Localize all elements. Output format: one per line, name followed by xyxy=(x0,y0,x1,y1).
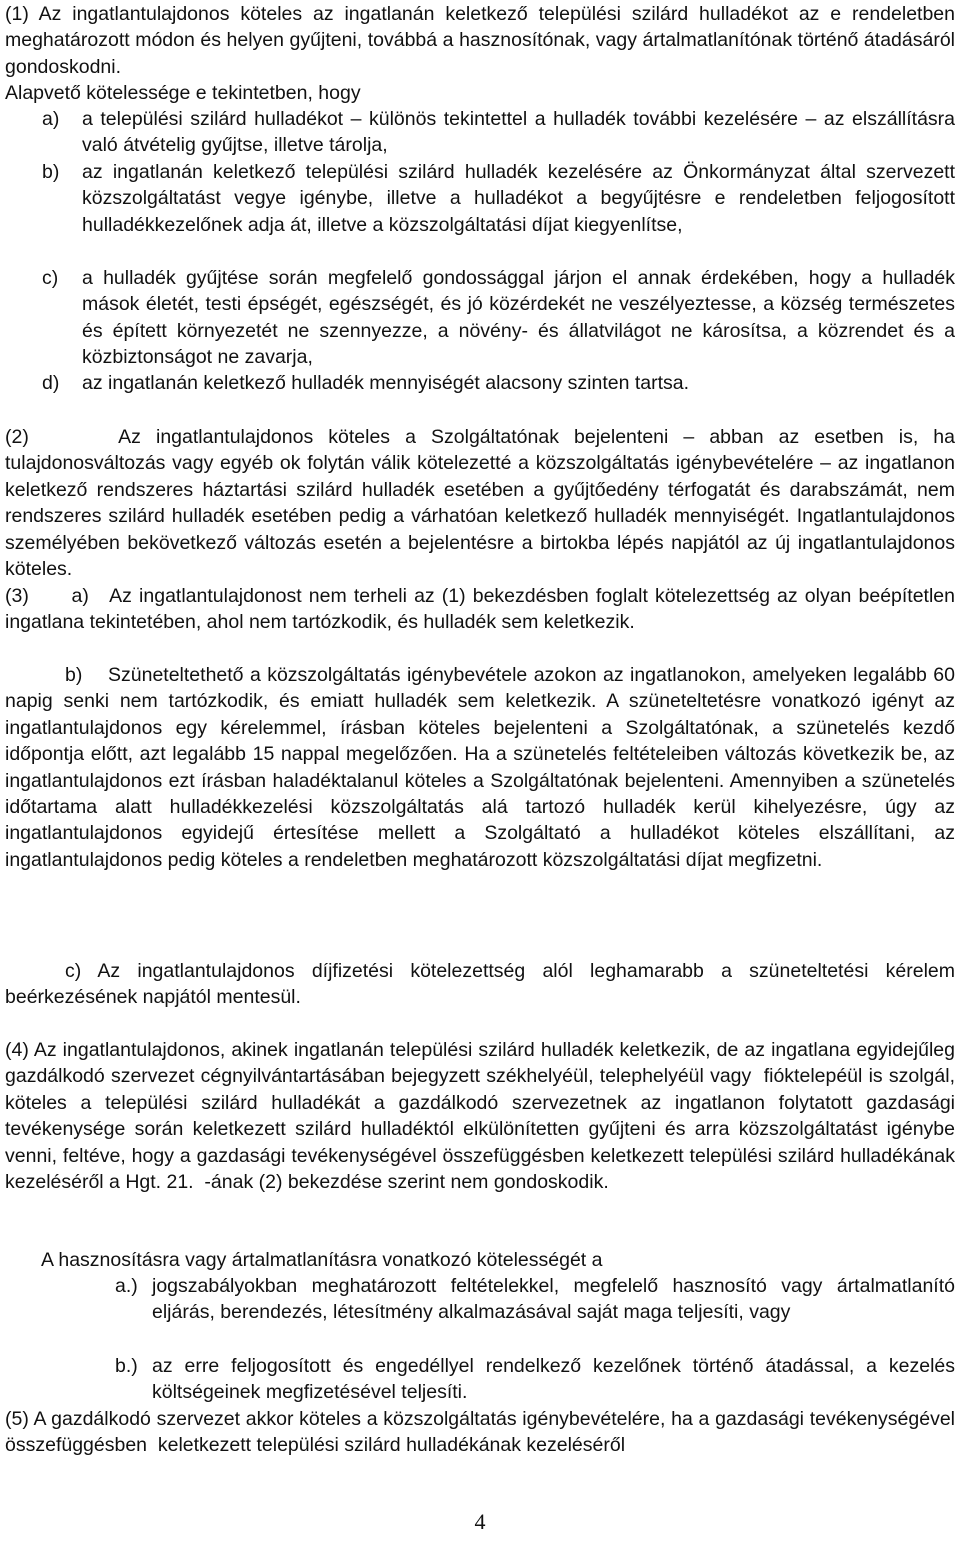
paragraph-3b: b) Szüneteltethető a közszolgáltatás igénybevétele azokon az ingatlanokon, amelyeken legalább 60 napig senki nem tartózkodik, és emiatt hulladék sem keletkezik. A szüneteltetésre vonatkozó igényt az ingatlantulajdonos egy kérelemmel, írásban köteles bejelenteni a Szolgáltatónak, a szünetelés kezdő időpontja előtt, azt legalább 15 nappal megelőzően. Ha a szünetelés feltételeiben változás következik be, az ingatlantulajdonos ezt írásban haladéktalanul köteles a Szolgáltatónak bejelenteni. Amennyiben a szünetelés időtartama alatt hulladékkezelési közszolgáltatás alá tartozó hulladék kerül kihelyezésre, úgy az ingatlantulajdonos egyidejű értesítése mellett a Szolgáltató a hulladékot köteles elszállítani, az ingatlantulajdonos pedig köteles a rendeletben meghatározott közszolgáltatási díjat megfizetni. xyxy=(5,664,960,871)
list-item-text: az ingatlanán keletkező hulladék mennyiségét alacsony szinten tartsa. xyxy=(82,372,690,394)
paragraph-5: (5) A gazdálkodó szervezet akkor köteles a közszolgáltatás igénybevételére, ha a gazdasági tevékenységével összefüggésben keletkezett települési szilárd hulladékának kezeléséről xyxy=(5,1408,960,1457)
list-marker: b) xyxy=(42,161,60,183)
list-item-text: az ingatlanán keletkező települési szilárd hulladék kezelésére az Önkormányzat által szervezett közszolgáltatást vegye igénybe, illetve a hulladékot a begyűjtésre e rendeletben feljogosított hulladékkezelőnek adja át, illetve a közszolgáltatási díjat kiegyenlítse, xyxy=(82,161,955,236)
paragraph-2: (2) Az ingatlantulajdonos köteles a Szolgáltatónak bejelenteni – abban az esetben is, ha tulajdonosváltozás vagy egyéb ok folytán válik kötelezetté a közszolgáltatás igénybevételére – az ingatlanon keletkező rendszeres háztartási szilárd hulladék esetében a gyűjtőedény térfogatát és darabszámát, nem rendszeres szilárd hulladék esetében pedig a várhatóan keletkező hulladék mennyiségét. Ingatlantulajdonos személyében bekövetkező változás esetén a bejelentésre a birtokba lépés napjától az új ingatlantulajdonos köteles. xyxy=(5,426,960,581)
list-marker: d) xyxy=(42,372,60,394)
paragraph-4-lead: A hasznosításra vagy ártalmatlanításra vonatkozó kötelességét a xyxy=(41,1249,603,1271)
list-marker: a.) xyxy=(115,1275,138,1297)
list-item-text: jogszabályokban meghatározott feltételekkel, megfelelő hasznosító vagy ártalmatlanító eljárás, berendezés, létesítmény alkalmazásával saját maga teljesíti, vagy xyxy=(152,1275,955,1324)
list-item-text: a települési szilárd hulladékot – különös tekintettel a hulladék további kezelésére – az elszállításra való átvételig gyűjtse, illetve tárolja, xyxy=(82,108,955,157)
list-marker: b.) xyxy=(115,1355,138,1377)
paragraph-1-intro: (1) Az ingatlantulajdonos köteles az ingatlanán keletkező települési szilárd hulladékot az e rendeletben meghatározott módon és helyen gyűjteni, továbbá a hasznosítónak, vagy ártalmatlanítónak történő átadásáról gondoskodni. xyxy=(5,3,955,78)
list-marker: a) xyxy=(42,108,60,130)
list-marker: c) xyxy=(42,267,59,289)
paragraph-1-lead: Alapvető kötelessége e tekintetben, hogy xyxy=(5,82,361,104)
paragraph-3c: c) Az ingatlantulajdonos díjfizetési kötelezettség alól leghamarabb a szüneteltetési kérelem beérkezésének napjától mentesül. xyxy=(5,960,955,1009)
paragraph-4: (4) Az ingatlantulajdonos, akinek ingatlanán települési szilárd hulladék keletkezik, de az ingatlana egyidejűleg gazdálkodó szervezet cégnyilvántartásában bejegyzett székhelyéül, telephelyéül vagy fióktelepéül is szolgál, köteles a települési szilárd hulladékát a gazdálkodó szervezetnek az ingatlanon folytatott gazdasági tevékenysége során keletkezett szilárd hulladéktól elkülönítetten gyűjteni és arra közszolgáltatást igénybe venni, feltéve, hogy a gazdasági tevékenységével összefüggésben keletkezett települési szilárd hulladékának kezeléséről a Hgt. 21. -ának (2) bekezdése szerint nem gondoskodik. xyxy=(5,1039,960,1194)
list-item-text: az erre feljogosított és engedéllyel rendelkező kezelőnek történő átadással, a kezelés költségeinek megfizetésével teljesíti. xyxy=(152,1355,955,1404)
list-item-text: a hulladék gyűjtése során megfelelő gondossággal járjon el annak érdekében, hogy a hulladék mások életét, testi épségét, egészségét, és jó közérdekét ne veszélyeztesse, a község természetes és épített környezetét ne szennyezze, a növény- és állatvilágot ne károsítsa, a közrendet és a közbiztonságot ne zavarja, xyxy=(82,267,955,369)
page-number: 4 xyxy=(474,1509,486,1534)
paragraph-3a: (3) a) Az ingatlantulajdonost nem terheli az (1) bekezdésben foglalt kötelezettség az olyan beépítetlen ingatlana tekintetében, ahol nem tartózkodik, és hulladék sem keletkezik. xyxy=(5,585,960,634)
